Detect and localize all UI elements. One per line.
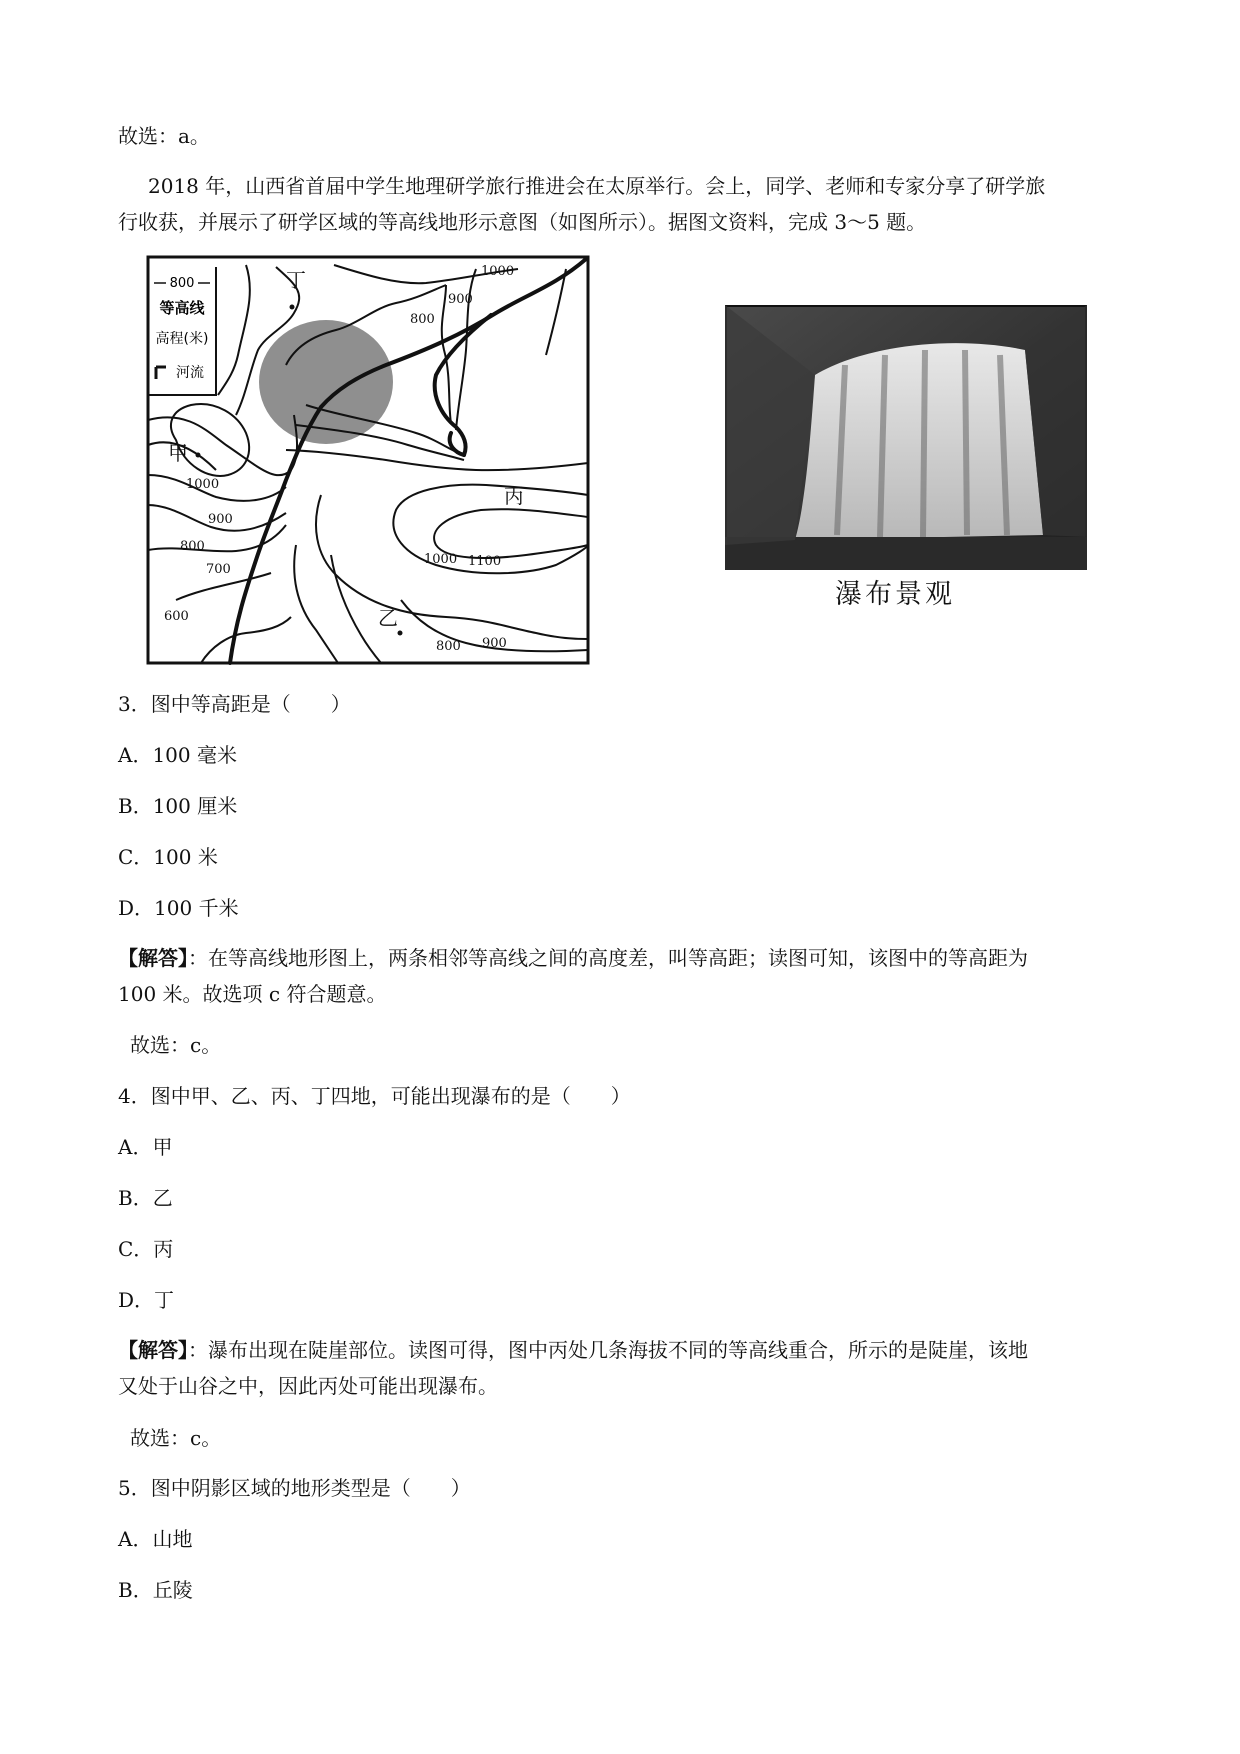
legend-river-label: 河流 — [176, 365, 204, 381]
q4-option-a: A．甲 — [118, 1135, 173, 1159]
point-jia — [196, 453, 201, 458]
analysis-text: ：瀑布出现在陡崖部位。读图可得，图中丙处几条海拔不同的等高线重合，所示的是陡崖，该地 — [188, 1338, 1028, 1362]
legend-contour-label: 等高线 — [159, 299, 205, 317]
q5-option-a: A．山地 — [118, 1527, 193, 1551]
point-label-bing: 丙 — [504, 484, 524, 508]
previous-answer: 故选：a。 — [118, 124, 210, 148]
analysis-text: ：在等高线地形图上，两条相邻等高线之间的高度差，叫等高距；读图可知，该图中的等高距为 — [188, 946, 1028, 970]
passage-line-1: 2018 年，山西省首届中学生地理研学旅行推进会在太原举行。会上，同学、老师和专家分享了研学旅 — [148, 174, 1046, 198]
photo-caption: 瀑布景观 — [835, 579, 955, 610]
contour-label: 1100 — [468, 554, 502, 569]
q3-answer: 故选：c。 — [130, 1033, 222, 1057]
contour-label: 600 — [164, 609, 189, 624]
q4-analysis-line-2: 又处于山谷之中，因此丙处可能出现瀑布。 — [118, 1374, 498, 1398]
contour-label: 1000 — [481, 264, 515, 279]
contour-label: 1000 — [424, 552, 458, 567]
point-yi — [398, 631, 403, 636]
q5-stem: 5．图中阴影区域的地形类型是（ ） — [118, 1476, 471, 1500]
q4-answer: 故选：c。 — [130, 1426, 222, 1450]
q3-analysis-line-1 — [118, 944, 1028, 972]
contour-label: 900 — [448, 292, 473, 307]
q4-option-d: D．丁 — [118, 1288, 175, 1312]
point-label-jia: 甲 — [168, 441, 188, 465]
q3-option-b: B．100 厘米 — [118, 794, 238, 818]
point-label-ding: 丁 — [286, 268, 306, 292]
shaded-area — [259, 320, 393, 444]
q5-option-b: B．丘陵 — [118, 1578, 193, 1602]
point-ding — [290, 305, 295, 310]
legend-elevation-label: 高程(米) — [155, 331, 209, 347]
contour-label: 1000 — [186, 477, 220, 492]
legend-contour-sample: 800 — [169, 276, 195, 291]
passage-line-2: 行收获，并展示了研学区域的等高线地形示意图（如图所示）。据图文资料，完成 3～5 题。 — [118, 210, 927, 234]
contour-map-figure — [146, 255, 590, 665]
q4-option-b: B．乙 — [118, 1186, 173, 1210]
contour-label: 800 — [410, 312, 435, 327]
contour-label: 800 — [180, 539, 205, 554]
contour-label: 900 — [482, 636, 507, 651]
waterfall-photo — [725, 305, 1087, 570]
q4-analysis-line-1 — [118, 1336, 1028, 1364]
contour-label: 700 — [206, 562, 231, 577]
q3-stem: 3．图中等高距是（ ） — [118, 692, 351, 716]
q3-option-c: C．100 米 — [118, 845, 218, 869]
q3-analysis-line-2: 100 米。故选项 c 符合题意。 — [118, 982, 387, 1006]
q3-option-d: D．100 千米 — [118, 896, 239, 920]
q3-option-a: A．100 毫米 — [118, 743, 237, 767]
q4-option-c: C．丙 — [118, 1237, 174, 1261]
contour-label: 900 — [208, 512, 233, 527]
contour-label: 800 — [436, 639, 461, 654]
q4-stem: 4．图中甲、乙、丙、丁四地，可能出现瀑布的是（ ） — [118, 1084, 631, 1108]
analysis-tag: 【解答】 — [118, 1338, 188, 1362]
point-label-yi: 乙 — [378, 606, 398, 630]
analysis-tag: 【解答】 — [118, 946, 188, 970]
